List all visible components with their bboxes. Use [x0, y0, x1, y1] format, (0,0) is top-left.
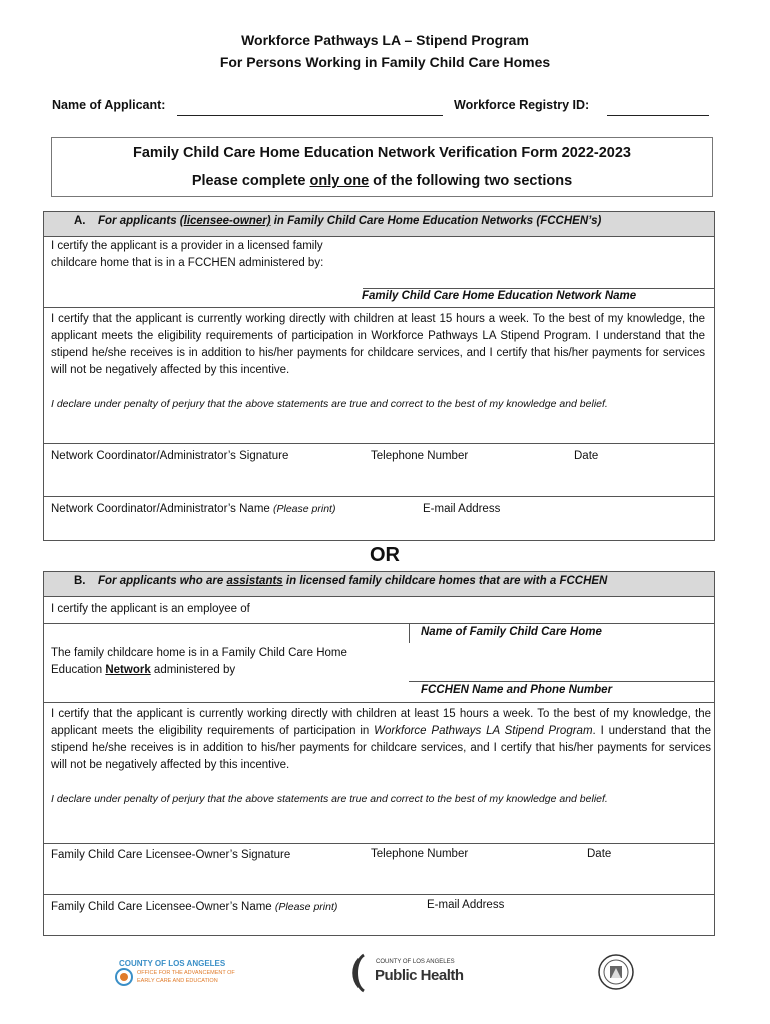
- fcchen-label: FCCHEN Name and Phone Number: [421, 684, 613, 696]
- oaece-logo-line2: OFFICE FOR THE ADVANCEMENT OF: [137, 970, 235, 976]
- network-name-label: Family Child Care Home Education Network Name: [362, 290, 637, 302]
- section-a-email-label: E-mail Address: [423, 503, 501, 515]
- section-a-phone-label: Telephone Number: [371, 450, 469, 462]
- section-b-certify-body: I certify that the applicant is currently working directly with children at least 15 hours a week. To the best of my knowledge, the applicant meets the eligibility requirements of participation in Workforce Pathways LA Stipend Program. I understand that the stipend he/she receives is in addition to his/her payments for childcare services, and I certify that his/her payments for services will not be negatively affected by this incentive.: [51, 708, 711, 771]
- network-name-line[interactable]: [363, 288, 715, 289]
- section-b-network-intro: The family childcare home is in a Family Child Care Home Education Network administered by: [51, 647, 347, 676]
- divider: [409, 623, 410, 643]
- section-b-header: B. For applicants who are assistants in licensed family childcare homes that are with a FCCHEN: [44, 572, 714, 597]
- section-a-signature-label: Network Coordinator/Administrator’s Signature: [51, 450, 289, 462]
- divider: [43, 843, 715, 844]
- divider: [43, 443, 715, 444]
- section-a-date-label: Date: [574, 450, 599, 462]
- oaece-logo-line1: COUNTY OF LOS ANGELES: [119, 959, 226, 968]
- form-title-box: [51, 137, 713, 197]
- section-a-name-label: Network Coordinator/Administrator’s Name (Please print): [51, 503, 336, 515]
- public-health-text: Public Health: [375, 967, 464, 984]
- public-health-logo: [350, 953, 470, 993]
- divider: [43, 894, 715, 895]
- registry-id-field[interactable]: [607, 102, 709, 116]
- applicant-name-label: Name of Applicant:: [52, 98, 166, 112]
- section-b-signature-label: Family Child Care Licensee-Owner’s Signature: [51, 849, 291, 861]
- section-b-date-label: Date: [587, 848, 612, 860]
- section-a-certify-intro: I certify the applicant is a provider in a licensed family childcare home that is in a FCCHEN administered by:: [51, 240, 324, 269]
- divider: [43, 496, 715, 497]
- public-health-emblem-icon: [350, 953, 372, 993]
- applicant-name-field[interactable]: [177, 102, 443, 116]
- title-line-1: Workforce Pathways LA – Stipend Program: [241, 32, 529, 48]
- registry-id-label: Workforce Registry ID:: [454, 98, 590, 112]
- oaece-logo-line3: EARLY CARE AND EDUCATION: [137, 978, 218, 984]
- public-health-small: COUNTY OF LOS ANGELES: [376, 959, 455, 965]
- divider: [43, 307, 715, 308]
- fcchen-line[interactable]: [409, 681, 715, 682]
- section-b-employee-intro: I certify the applicant is an employee of: [51, 603, 250, 615]
- section-a-certify-body: I certify that the applicant is currently working directly with children at least 15 hours a week. To the best of my knowledge, the applicant meets the eligibility requirements of participation in Workforce Pathways LA Stipend Program. I understand that the stipend he/she receives is in addition to his/her payments for childcare services, and I certify that his/her payments for services will not be negatively affected by this incentive.: [51, 313, 705, 376]
- form-title: Family Child Care Home Education Network Verification Form 2022-2023: [133, 145, 631, 161]
- form-instruction: Please complete only one of the following two sections: [191, 173, 573, 189]
- county-seal-icon: [115, 968, 133, 986]
- oaece-logo: [115, 960, 265, 990]
- title-line-2: For Persons Working in Family Child Care Homes: [219, 54, 551, 70]
- section-a-declaration: I declare under penalty of perjury that the above statements are true and correct to the best of my knowledge and belief.: [51, 398, 608, 410]
- section-b-declaration: I declare under penalty of perjury that the above statements are true and correct to the best of my knowledge and belief.: [51, 793, 608, 805]
- divider: [43, 702, 715, 703]
- divider: [43, 623, 715, 624]
- section-b-name-label: Family Child Care Licensee-Owner’s Name (Please print): [51, 901, 338, 913]
- section-b-phone-label: Telephone Number: [371, 848, 469, 860]
- or-separator: OR: [370, 544, 400, 566]
- section-a-header: A. For applicants (licensee-owner) in Family Child Care Home Education Networks (FCCHEN’s): [44, 212, 714, 237]
- section-b-email-label: E-mail Address: [427, 899, 505, 911]
- home-name-label: Name of Family Child Care Home: [421, 626, 602, 638]
- county-seal-icon: [598, 954, 634, 990]
